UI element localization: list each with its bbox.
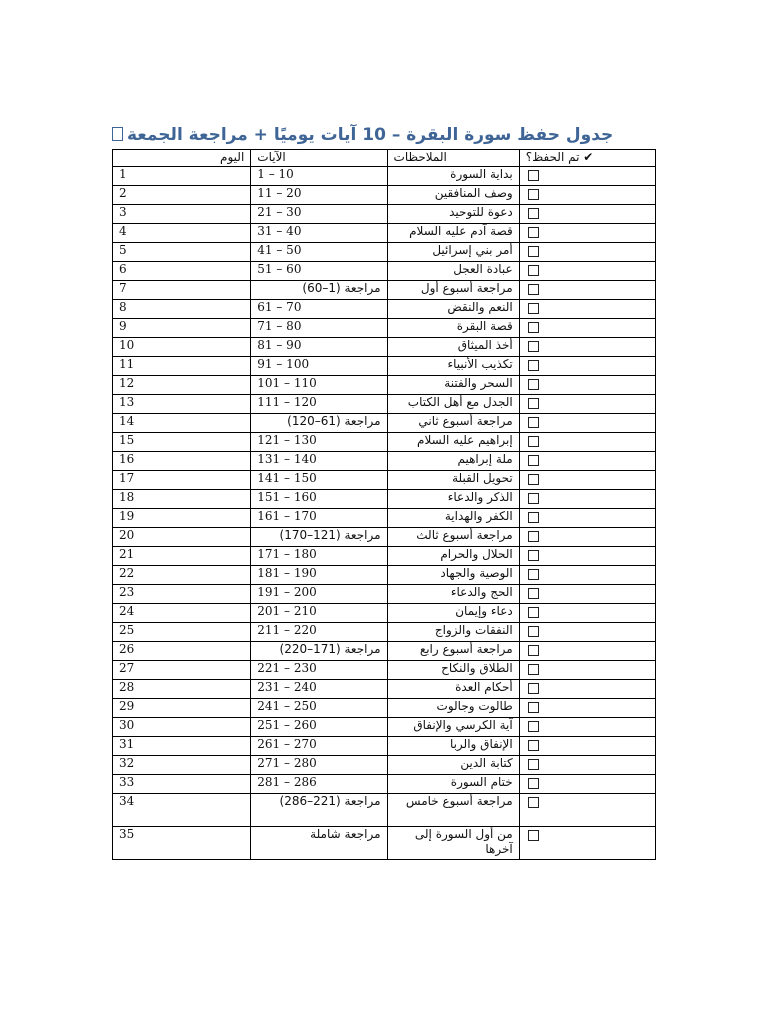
cell-done xyxy=(519,794,655,827)
cell-done xyxy=(519,452,655,471)
cell-day: 30 xyxy=(113,718,251,737)
cell-day: 28 xyxy=(113,680,251,699)
cell-done xyxy=(519,756,655,775)
table-row xyxy=(113,604,656,623)
cell-done xyxy=(519,167,655,186)
cell-verses: 81 – 90 xyxy=(251,338,387,357)
done-checkbox[interactable] xyxy=(528,474,539,485)
cell-verses: 121 – 130 xyxy=(251,433,387,452)
done-checkbox[interactable] xyxy=(528,683,539,694)
done-checkbox[interactable] xyxy=(528,436,539,447)
cell-day: 13 xyxy=(113,395,251,414)
box-glyph-icon xyxy=(112,127,123,141)
table-header-row xyxy=(113,150,656,167)
done-checkbox[interactable] xyxy=(528,303,539,314)
table-row xyxy=(113,827,656,860)
cell-notes: الوصية والجهاد xyxy=(387,566,519,585)
cell-notes: الجدل مع أهل الكتاب xyxy=(387,395,519,414)
header-verses: الآيات xyxy=(251,150,387,167)
cell-verses: 61 – 70 xyxy=(251,300,387,319)
cell-verses: 161 – 170 xyxy=(251,509,387,528)
cell-notes: أخذ الميثاق xyxy=(387,338,519,357)
cell-day: 14 xyxy=(113,414,251,433)
done-checkbox[interactable] xyxy=(528,170,539,181)
done-checkbox[interactable] xyxy=(528,626,539,637)
cell-verses: 71 – 80 xyxy=(251,319,387,338)
cell-verses: 261 – 270 xyxy=(251,737,387,756)
cell-notes: الذكر والدعاء xyxy=(387,490,519,509)
cell-day: 7 xyxy=(113,281,251,300)
cell-verses: 21 – 30 xyxy=(251,205,387,224)
table-row xyxy=(113,528,656,547)
cell-verses: 31 – 40 xyxy=(251,224,387,243)
cell-day: 8 xyxy=(113,300,251,319)
cell-day: 35 xyxy=(113,827,251,860)
cell-verses: 11 – 20 xyxy=(251,186,387,205)
cell-notes: مراجعة أسبوع ثاني xyxy=(387,414,519,433)
cell-done xyxy=(519,205,655,224)
cell-day: 34 xyxy=(113,794,251,827)
cell-done xyxy=(519,528,655,547)
done-checkbox[interactable] xyxy=(528,830,539,841)
cell-notes: تكذيب الأنبياء xyxy=(387,357,519,376)
cell-verses: 141 – 150 xyxy=(251,471,387,490)
cell-day: 3 xyxy=(113,205,251,224)
cell-verses: 131 – 140 xyxy=(251,452,387,471)
table-row xyxy=(113,262,656,281)
cell-day: 19 xyxy=(113,509,251,528)
cell-done xyxy=(519,357,655,376)
cell-day: 21 xyxy=(113,547,251,566)
table-row xyxy=(113,566,656,585)
table-row xyxy=(113,471,656,490)
cell-done xyxy=(519,623,655,642)
page-title xyxy=(112,124,632,148)
table-row xyxy=(113,699,656,718)
cell-done xyxy=(519,224,655,243)
table-row xyxy=(113,433,656,452)
done-checkbox[interactable] xyxy=(528,322,539,333)
cell-done xyxy=(519,281,655,300)
cell-verses: مراجعة (171–220) xyxy=(251,642,387,661)
cell-notes: قصة آدم عليه السلام xyxy=(387,224,519,243)
cell-verses: 231 – 240 xyxy=(251,680,387,699)
cell-done xyxy=(519,262,655,281)
cell-day: 9 xyxy=(113,319,251,338)
table-row xyxy=(113,224,656,243)
table-row xyxy=(113,452,656,471)
cell-verses: 221 – 230 xyxy=(251,661,387,680)
cell-day: 2 xyxy=(113,186,251,205)
cell-notes: دعوة للتوحيد xyxy=(387,205,519,224)
cell-verses: 241 – 250 xyxy=(251,699,387,718)
table-row xyxy=(113,186,656,205)
table-row xyxy=(113,243,656,262)
cell-day: 32 xyxy=(113,756,251,775)
cell-notes: مراجعة أسبوع ثالث xyxy=(387,528,519,547)
cell-verses: مراجعة (61–120) xyxy=(251,414,387,433)
cell-verses: 101 – 110 xyxy=(251,376,387,395)
cell-day: 23 xyxy=(113,585,251,604)
done-checkbox[interactable] xyxy=(528,246,539,257)
table-row xyxy=(113,585,656,604)
cell-notes: مراجعة أسبوع خامس xyxy=(387,794,519,827)
cell-verses: 91 – 100 xyxy=(251,357,387,376)
cell-done xyxy=(519,186,655,205)
table-row xyxy=(113,338,656,357)
cell-notes: أحكام العدة xyxy=(387,680,519,699)
cell-done xyxy=(519,300,655,319)
done-checkbox[interactable] xyxy=(528,588,539,599)
table-row xyxy=(113,414,656,433)
done-checkbox[interactable] xyxy=(528,531,539,542)
cell-notes: قصة البقرة xyxy=(387,319,519,338)
cell-day: 10 xyxy=(113,338,251,357)
done-checkbox[interactable] xyxy=(528,797,539,808)
cell-verses: 1 – 10 xyxy=(251,167,387,186)
cell-day: 4 xyxy=(113,224,251,243)
cell-notes: الحلال والحرام xyxy=(387,547,519,566)
cell-verses: 201 – 210 xyxy=(251,604,387,623)
done-checkbox[interactable] xyxy=(528,360,539,371)
table-row xyxy=(113,490,656,509)
table-row xyxy=(113,547,656,566)
memorization-schedule-table xyxy=(112,149,656,860)
header-done: تم الحفظ؟ ✔ xyxy=(519,150,655,167)
cell-day: 11 xyxy=(113,357,251,376)
cell-notes: مراجعة أسبوع أول xyxy=(387,281,519,300)
cell-verses: 41 – 50 xyxy=(251,243,387,262)
table-row xyxy=(113,775,656,794)
done-checkbox[interactable] xyxy=(528,550,539,561)
done-checkbox[interactable] xyxy=(528,208,539,219)
table-row xyxy=(113,718,656,737)
table-row xyxy=(113,300,656,319)
cell-done xyxy=(519,338,655,357)
cell-notes: بداية السورة xyxy=(387,167,519,186)
table-row xyxy=(113,737,656,756)
cell-verses: مراجعة شاملة xyxy=(251,827,387,860)
cell-notes: طالوت وجالوت xyxy=(387,699,519,718)
cell-verses: 151 – 160 xyxy=(251,490,387,509)
cell-verses: 111 – 120 xyxy=(251,395,387,414)
cell-done xyxy=(519,827,655,860)
cell-notes: أمر بني إسرائيل xyxy=(387,243,519,262)
cell-verses: 191 – 200 xyxy=(251,585,387,604)
cell-day: 12 xyxy=(113,376,251,395)
cell-day: 33 xyxy=(113,775,251,794)
done-checkbox[interactable] xyxy=(528,341,539,352)
cell-notes: الحج والدعاء xyxy=(387,585,519,604)
cell-done xyxy=(519,661,655,680)
done-checkbox[interactable] xyxy=(528,721,539,732)
cell-notes: دعاء وإيمان xyxy=(387,604,519,623)
cell-day: 17 xyxy=(113,471,251,490)
cell-day: 31 xyxy=(113,737,251,756)
done-checkbox[interactable] xyxy=(528,740,539,751)
cell-day: 15 xyxy=(113,433,251,452)
done-checkbox[interactable] xyxy=(528,284,539,295)
cell-notes: كتابة الدين xyxy=(387,756,519,775)
table-row xyxy=(113,623,656,642)
done-checkbox[interactable] xyxy=(528,702,539,713)
cell-day: 24 xyxy=(113,604,251,623)
done-checkbox[interactable] xyxy=(528,265,539,276)
done-checkbox[interactable] xyxy=(528,455,539,466)
cell-day: 26 xyxy=(113,642,251,661)
cell-done xyxy=(519,699,655,718)
cell-notes: مراجعة أسبوع رابع xyxy=(387,642,519,661)
cell-notes: من أول السورة إلى آخرها xyxy=(387,827,519,860)
cell-day: 1 xyxy=(113,167,251,186)
cell-notes: الكفر والهداية xyxy=(387,509,519,528)
done-checkbox[interactable] xyxy=(528,398,539,409)
done-checkbox[interactable] xyxy=(528,493,539,504)
done-checkbox[interactable] xyxy=(528,569,539,580)
done-checkbox[interactable] xyxy=(528,379,539,390)
cell-day: 5 xyxy=(113,243,251,262)
cell-done xyxy=(519,490,655,509)
done-checkbox[interactable] xyxy=(528,778,539,789)
table-row xyxy=(113,661,656,680)
page-title-text: جدول حفظ سورة البقرة – 10 آيات يوميًا + مراجعة الجمعة xyxy=(127,125,614,145)
cell-verses: 211 – 220 xyxy=(251,623,387,642)
cell-done xyxy=(519,414,655,433)
done-checkbox[interactable] xyxy=(528,607,539,618)
cell-done xyxy=(519,680,655,699)
done-checkbox[interactable] xyxy=(528,664,539,675)
cell-verses: 171 – 180 xyxy=(251,547,387,566)
done-checkbox[interactable] xyxy=(528,189,539,200)
cell-verses: 271 – 280 xyxy=(251,756,387,775)
table-row xyxy=(113,642,656,661)
cell-notes: وصف المنافقين xyxy=(387,186,519,205)
cell-done xyxy=(519,775,655,794)
table-row xyxy=(113,357,656,376)
cell-day: 18 xyxy=(113,490,251,509)
cell-notes: الطلاق والنكاح xyxy=(387,661,519,680)
cell-verses: 51 – 60 xyxy=(251,262,387,281)
cell-done xyxy=(519,642,655,661)
cell-done xyxy=(519,547,655,566)
done-checkbox[interactable] xyxy=(528,645,539,656)
done-checkbox[interactable] xyxy=(528,417,539,428)
table-body xyxy=(113,167,656,860)
cell-done xyxy=(519,376,655,395)
done-checkbox[interactable] xyxy=(528,512,539,523)
cell-day: 22 xyxy=(113,566,251,585)
cell-notes: آية الكرسي والإنفاق xyxy=(387,718,519,737)
cell-done xyxy=(519,243,655,262)
cell-notes: السحر والفتنة xyxy=(387,376,519,395)
cell-done xyxy=(519,585,655,604)
table-row xyxy=(113,205,656,224)
table-row xyxy=(113,281,656,300)
done-checkbox[interactable] xyxy=(528,759,539,770)
cell-done xyxy=(519,566,655,585)
done-checkbox[interactable] xyxy=(528,227,539,238)
cell-done xyxy=(519,604,655,623)
cell-done xyxy=(519,718,655,737)
cell-verses: مراجعة (121–170) xyxy=(251,528,387,547)
table-row xyxy=(113,509,656,528)
cell-notes: تحويل القبلة xyxy=(387,471,519,490)
table-row xyxy=(113,680,656,699)
cell-day: 16 xyxy=(113,452,251,471)
cell-notes: ملة إبراهيم xyxy=(387,452,519,471)
table-row xyxy=(113,756,656,775)
cell-verses: 251 – 260 xyxy=(251,718,387,737)
cell-verses: 181 – 190 xyxy=(251,566,387,585)
cell-notes: الإنفاق والربا xyxy=(387,737,519,756)
cell-notes: عبادة العجل xyxy=(387,262,519,281)
cell-day: 6 xyxy=(113,262,251,281)
table-row xyxy=(113,395,656,414)
cell-day: 27 xyxy=(113,661,251,680)
table-row xyxy=(113,319,656,338)
cell-verses: 281 – 286 xyxy=(251,775,387,794)
cell-done xyxy=(519,395,655,414)
table-row xyxy=(113,167,656,186)
cell-done xyxy=(519,433,655,452)
cell-notes: النفقات والزواج xyxy=(387,623,519,642)
cell-day: 20 xyxy=(113,528,251,547)
header-notes: الملاحظات xyxy=(387,150,519,167)
cell-done xyxy=(519,509,655,528)
cell-notes: إبراهيم عليه السلام xyxy=(387,433,519,452)
cell-verses: مراجعة (221–286) xyxy=(251,794,387,827)
table-row xyxy=(113,376,656,395)
cell-notes: النعم والنقض xyxy=(387,300,519,319)
cell-day: 29 xyxy=(113,699,251,718)
cell-notes: ختام السورة xyxy=(387,775,519,794)
cell-done xyxy=(519,737,655,756)
cell-verses: مراجعة (1–60) xyxy=(251,281,387,300)
header-day: اليوم xyxy=(113,150,251,167)
cell-day: 25 xyxy=(113,623,251,642)
cell-done xyxy=(519,319,655,338)
cell-done xyxy=(519,471,655,490)
table-row xyxy=(113,794,656,827)
